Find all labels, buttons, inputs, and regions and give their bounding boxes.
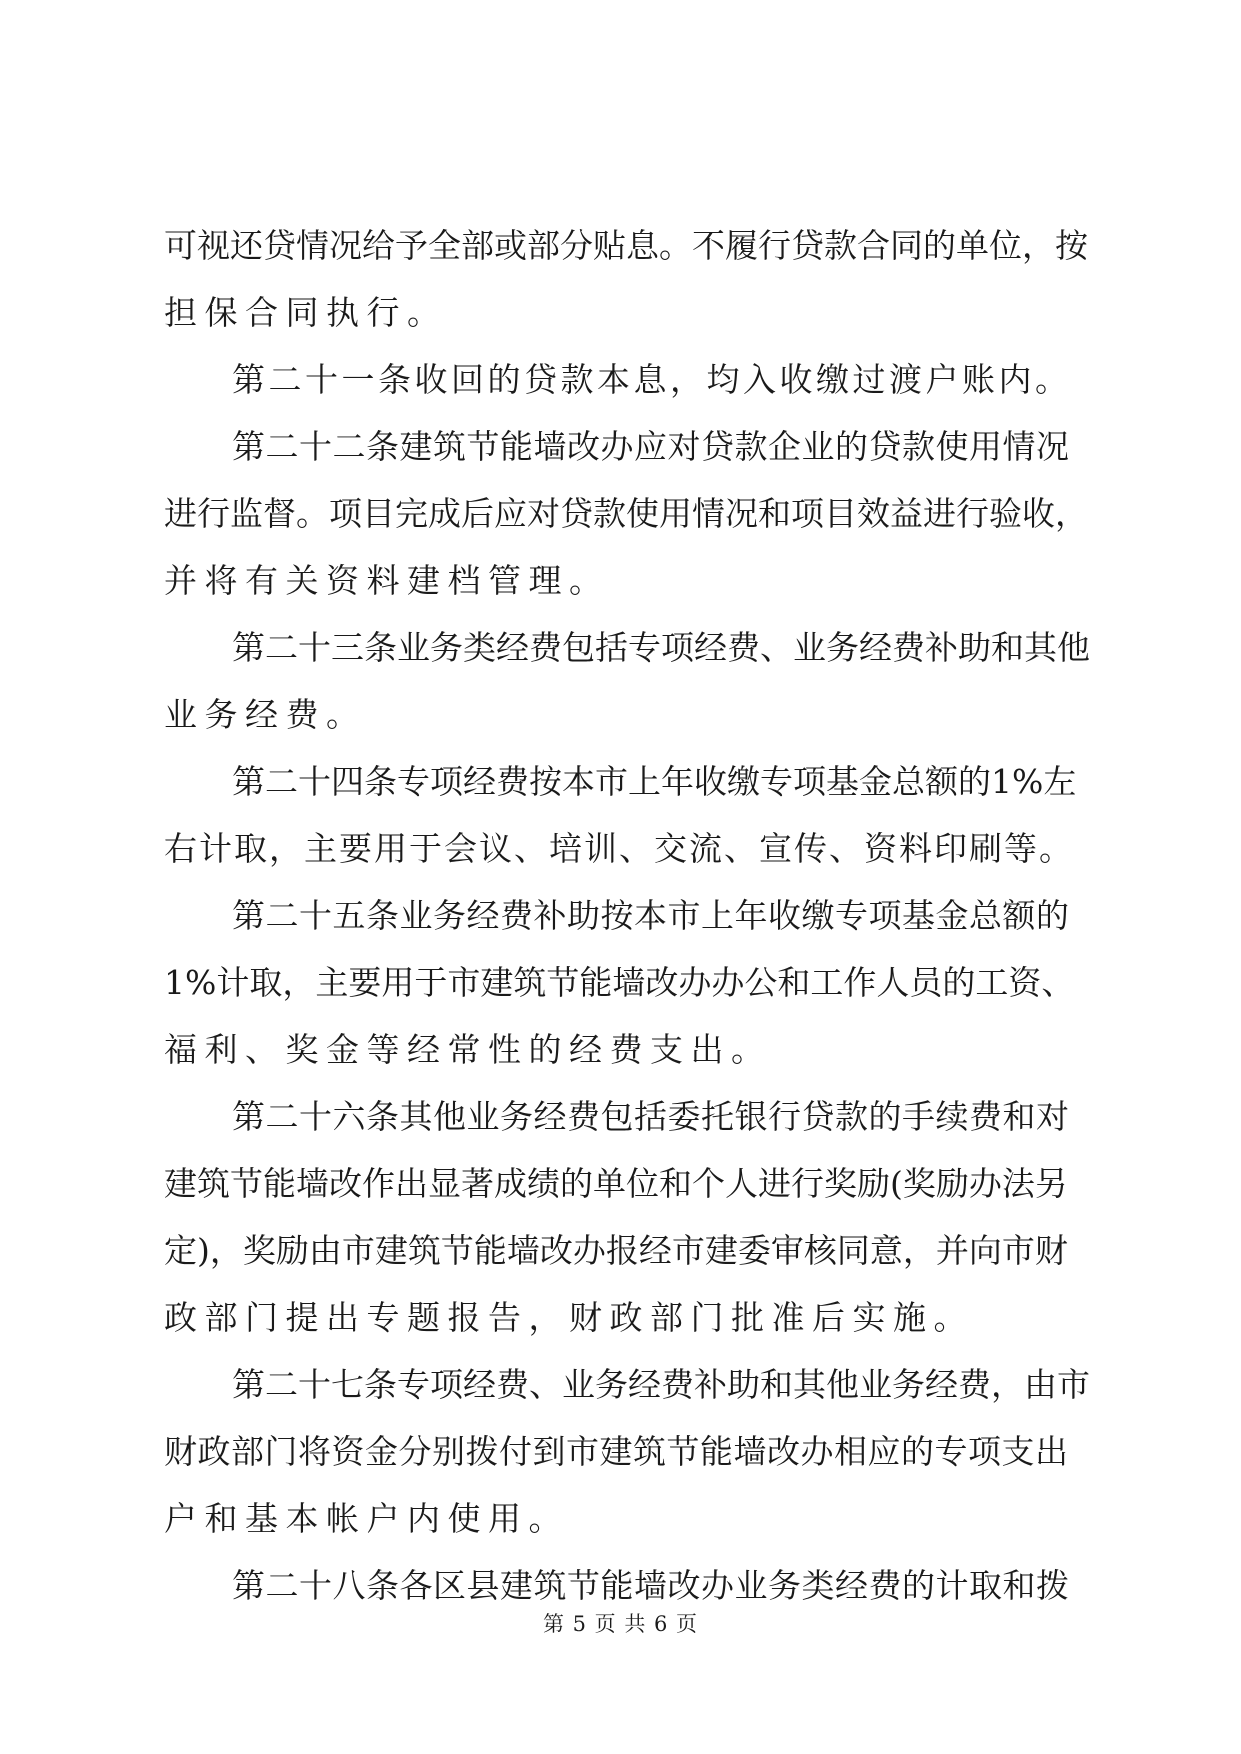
text-line-2: 担保合同执行。 [164,293,448,332]
text-line-14: 第二十六条其他业务经费包括委托银行贷款的手续费和对 [232,1097,1070,1136]
text-line-19: 财政部门将资金分别拨付到市建筑节能墙改办相应的专项支出 [164,1432,1069,1471]
document-body [164,226,1090,1605]
text-line-6: 并将有关资料建档管理。 [164,561,610,600]
text-line-4: 第二十二条建筑节能墙改办应对贷款企业的贷款使用情况 [232,427,1070,466]
text-line-18: 第二十七条专项经费、业务经费补助和其他业务经费，由市 [232,1365,1090,1404]
text-line-12: 1%计取，主要用于市建筑节能墙改办办公和工作人员的工资、 [164,963,1075,1002]
text-line-13: 福利、奖金等经常性的经费支出。 [164,1030,772,1069]
text-line-11: 第二十五条业务经费补助按本市上年收缴专项基金总额的 [232,896,1070,935]
text-line-10: 右计取，主要用于会议、培训、交流、宣传、资料印刷等。 [164,829,1074,868]
text-line-17: 政部门提出专题报告，财政部门批准后实施。 [164,1298,974,1337]
text-line-15: 建筑节能墙改作出显著成绩的单位和个人进行奖励(奖励办法另 [164,1164,1068,1203]
text-line-9: 第二十四条专项经费按本市上年收缴专项基金总额的1%左 [232,762,1077,801]
text-line-5: 进行监督。项目完成后应对贷款使用情况和项目效益进行验收， [164,494,1088,533]
text-line-7: 第二十三条业务类经费包括专项经费、业务经费补助和其他 [232,628,1090,667]
text-line-3: 第二十一条收回的贷款本息，均入收缴过渡户账内。 [232,360,1072,399]
text-line-20: 户和基本帐户内使用。 [164,1499,569,1538]
page-number-footer: 第 5 页 共 6 页 [542,1612,699,1636]
text-line-16: 定)，奖励由市建筑节能墙改办报经市建委审核同意，并向市财 [164,1231,1068,1270]
text-line-21: 第二十八条各区县建筑节能墙改办业务类经费的计取和拨 [232,1566,1070,1605]
text-line-1: 可视还贷情况给予全部或部分贴息。不履行贷款合同的单位，按 [164,226,1088,265]
text-line-8: 业务经费。 [164,695,367,734]
